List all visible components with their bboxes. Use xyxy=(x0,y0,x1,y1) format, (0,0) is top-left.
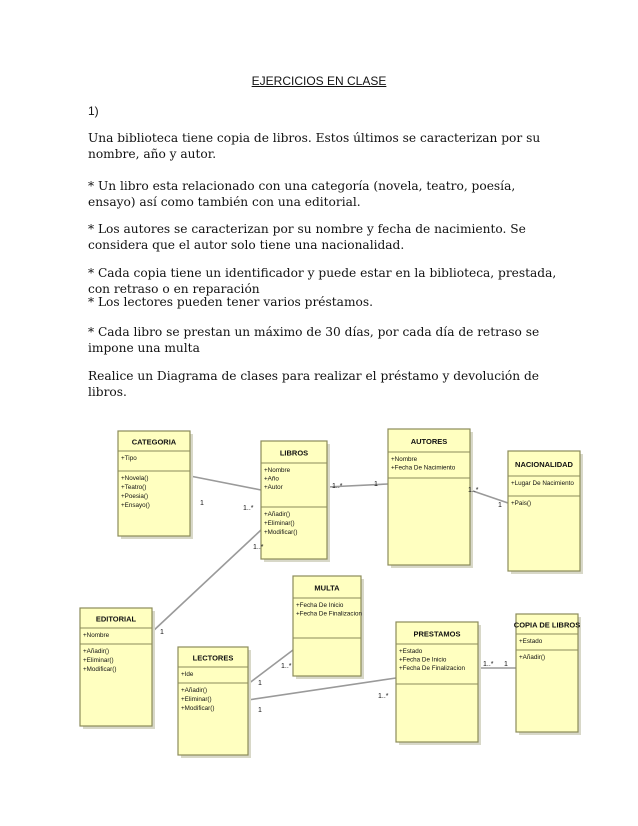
assoc-editorial-libros xyxy=(152,530,261,632)
class-box xyxy=(261,441,327,559)
paragraph-7: Realice un Diagrama de clases para realizar el préstamo y devolución de libros. xyxy=(88,369,540,399)
class-box xyxy=(388,429,470,565)
class-method: +Añadir() xyxy=(264,511,291,518)
class-method: +Pais() xyxy=(511,500,532,507)
multiplicity-label: 1..* xyxy=(378,693,389,700)
multiplicity-label: 1..* xyxy=(281,663,292,670)
class-attribute: +Fecha De Nacimiento xyxy=(391,464,456,472)
multiplicity-label: 1 xyxy=(498,502,502,509)
class-copia xyxy=(514,614,581,735)
paragraph-4: * Cada copia tiene un identificador y puede estar en la biblioteca, prestada, con retraso o en reparación xyxy=(88,266,557,296)
paragraph-6: * Cada libro se prestan un máximo de 30 días, por cada día de retraso se impone una multa xyxy=(88,325,540,355)
class-box xyxy=(396,622,478,742)
class-method: +Modificar() xyxy=(264,529,298,536)
assoc-categoria-libros xyxy=(190,476,261,490)
class-method: +Añadir() xyxy=(181,687,208,694)
multiplicity-label: 1 xyxy=(258,680,262,687)
class-libros xyxy=(261,441,330,562)
class-multa xyxy=(293,576,364,679)
class-lectores xyxy=(178,647,251,758)
class-method: +Eliminar() xyxy=(264,520,295,527)
class-name: MULTA xyxy=(314,583,340,593)
class-attribute: +Fecha De Inicio xyxy=(296,602,344,609)
class-name: COPIA DE LIBROS xyxy=(513,620,581,630)
class-method: +Novela() xyxy=(121,475,149,482)
multiplicity-label: 1 xyxy=(504,661,508,668)
class-method: +Eliminar() xyxy=(181,696,212,703)
class-editorial xyxy=(80,608,155,729)
class-box xyxy=(508,451,580,571)
multiplicity-label: 1..* xyxy=(483,661,494,668)
class-attribute: +Fecha De Finalizacion xyxy=(296,610,362,618)
paragraph-5: * Los lectores pueden tener varios préstamos. xyxy=(88,295,373,309)
multiplicity-label: 1 xyxy=(160,629,164,636)
paragraph-2: * Un libro esta relacionado con una categoría (novela, teatro, poesía, ensayo) así como también con una editorial. xyxy=(88,179,516,209)
class-name: NACIONALIDAD xyxy=(515,460,573,469)
class-method: +Modificar() xyxy=(181,705,215,712)
class-attribute: +Estado xyxy=(399,648,423,655)
multiplicity-label: 1 xyxy=(374,481,378,488)
class-method: +Añadir() xyxy=(83,648,110,655)
multiplicity-label: 1..* xyxy=(332,483,343,490)
class-categoria xyxy=(118,431,193,539)
class-name: LECTORES xyxy=(192,653,234,663)
class-attribute: +Autor xyxy=(264,484,283,491)
multiplicity-label: 1..* xyxy=(243,505,254,512)
class-name: LIBROS xyxy=(279,448,309,458)
multiplicity-label: 1..* xyxy=(253,544,264,551)
class-attribute: +Lugar De Nacimiento xyxy=(511,480,574,487)
class-attribute: +Nombre xyxy=(391,456,418,463)
class-attribute: +Tipo xyxy=(121,455,137,462)
class-box xyxy=(513,614,581,732)
exercise-number: 1) xyxy=(88,104,99,118)
class-name: EDITORIAL xyxy=(95,614,137,624)
class-method: +Teatro() xyxy=(121,484,147,491)
multiplicity-label: 1 xyxy=(258,707,262,714)
class-attribute: +Fecha De Finalizacion xyxy=(399,665,465,672)
multiplicity-label: 1 xyxy=(200,500,204,507)
class-autores xyxy=(388,429,473,568)
class-method: +Poesia() xyxy=(121,493,149,500)
class-attribute: +Estado xyxy=(519,638,543,645)
class-name: CATEGORIA xyxy=(131,437,177,447)
class-attribute: +Nombre xyxy=(83,632,110,639)
class-boxes xyxy=(80,429,583,758)
paragraph-3: * Los autores se caracterizan por su nombre y fecha de nacimiento. Se considera que el autor solo tiene una nacionalidad. xyxy=(88,222,526,252)
class-method: +Añadir() xyxy=(519,654,546,661)
class-name: PRESTAMOS xyxy=(413,629,461,639)
paragraph-1: Una biblioteca tiene copia de libros. Estos últimos se caracterizan por su nombre, año y autor. xyxy=(88,131,541,161)
class-attribute: +Nombre xyxy=(264,467,291,474)
class-nacionalidad xyxy=(508,451,583,574)
assoc-lectores-prestamos xyxy=(248,678,396,700)
class-attribute: +Año xyxy=(264,475,279,483)
class-name: AUTORES xyxy=(410,437,448,446)
class-method: +Modificar() xyxy=(83,666,117,673)
class-method: +Eliminar() xyxy=(83,657,114,664)
multiplicity-label: 1..* xyxy=(468,487,479,494)
class-method: +Ensayo() xyxy=(121,502,150,509)
class-attribute: +Ide xyxy=(181,671,194,678)
class-prestamos xyxy=(396,622,481,745)
document-title: EJERCICIOS EN CLASE xyxy=(251,74,387,88)
class-attribute: +Fecha De Inicio xyxy=(399,656,447,664)
